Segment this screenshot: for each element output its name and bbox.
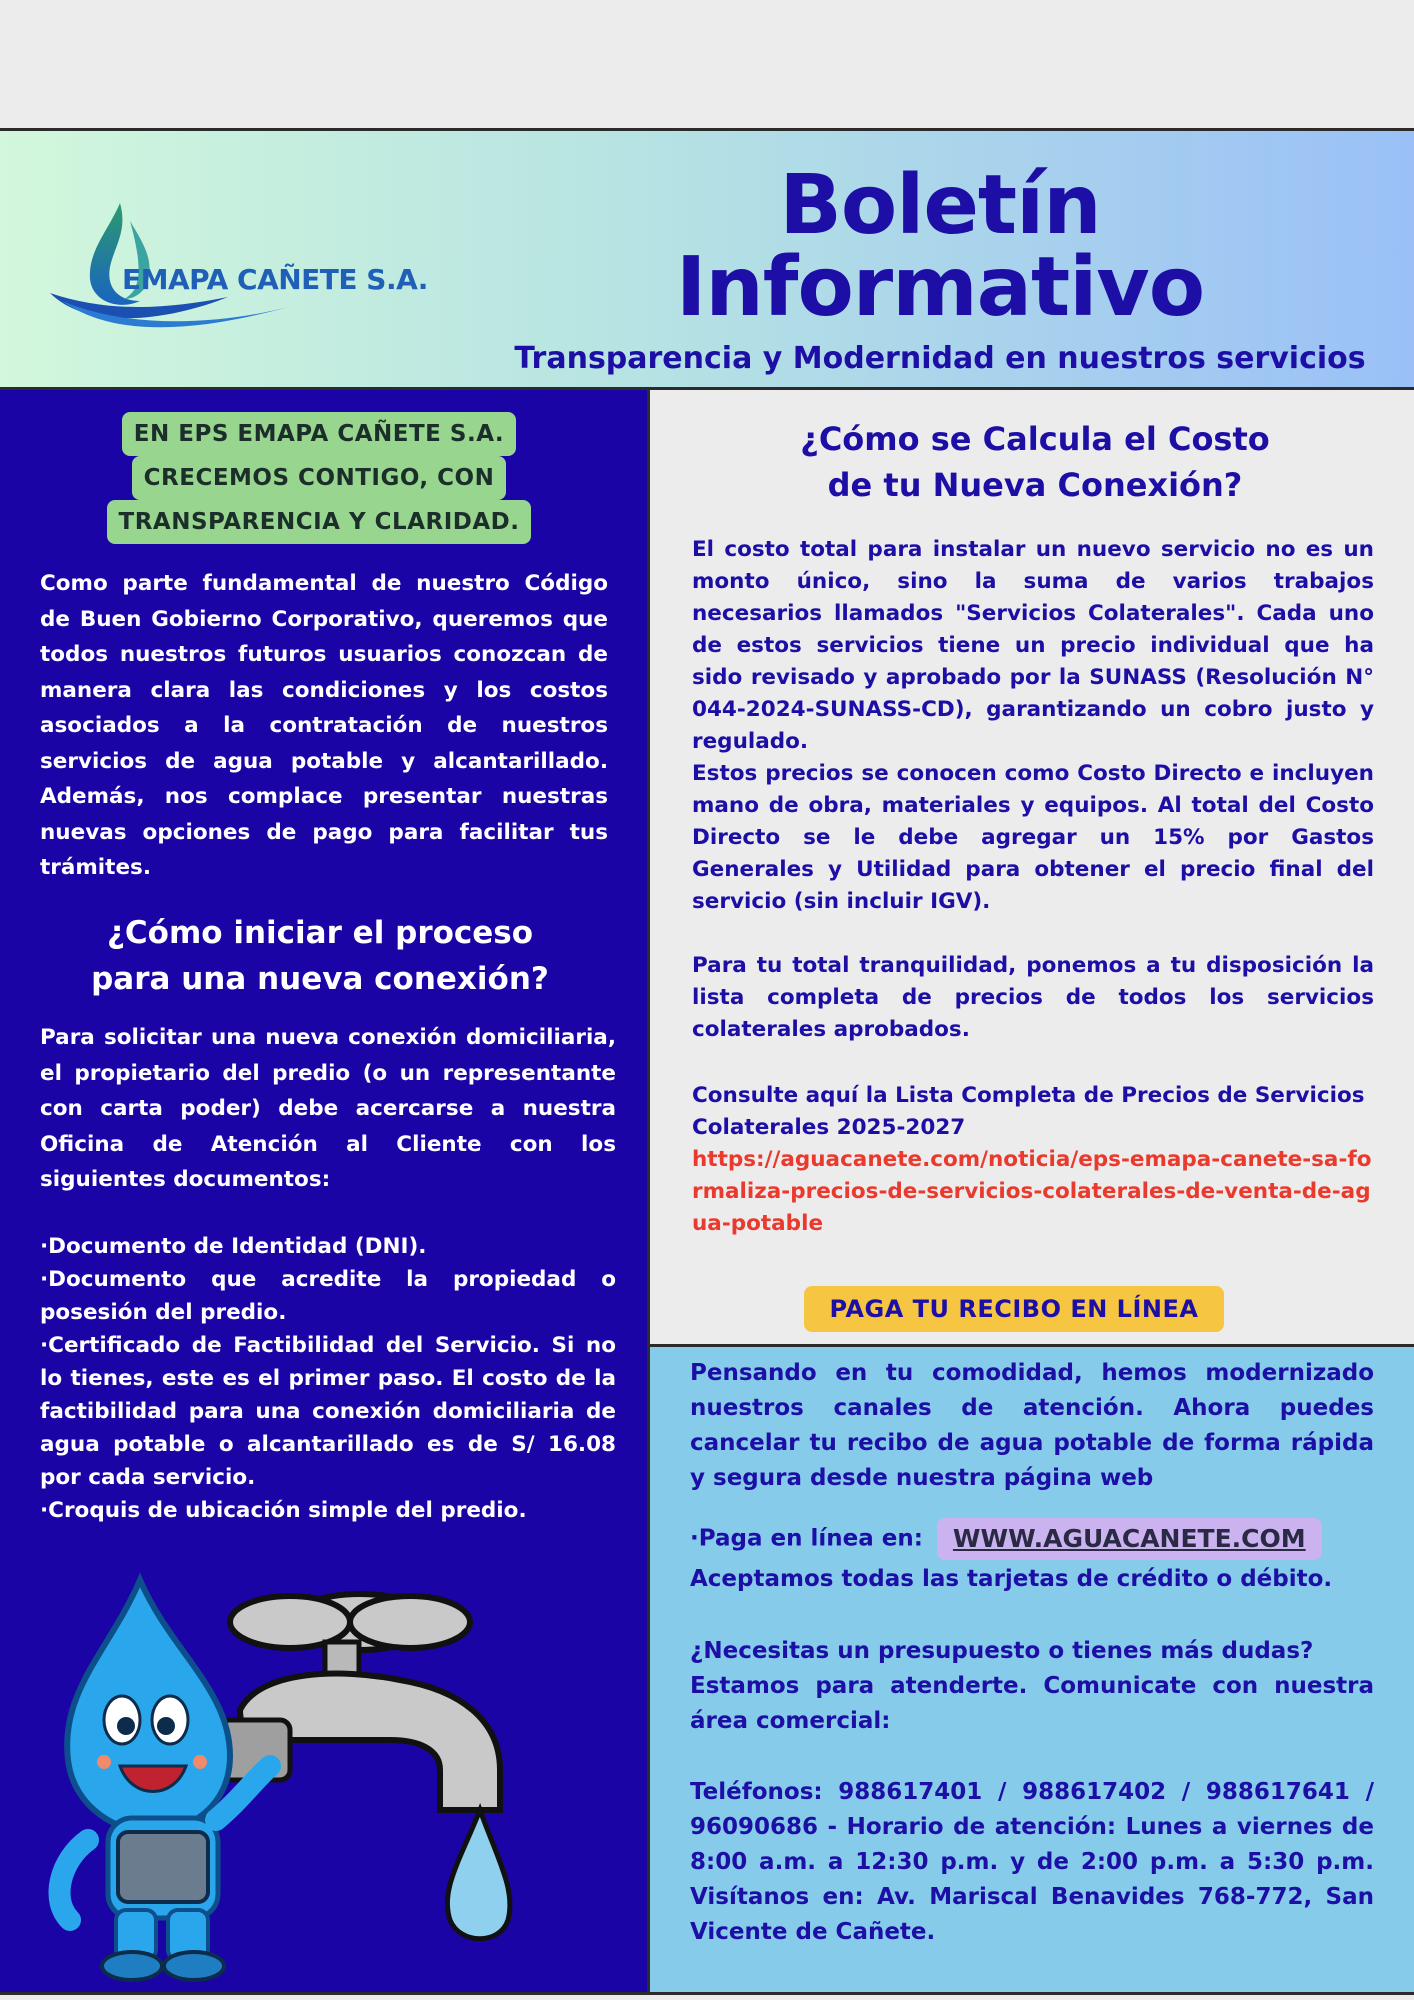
- list-item: ·Documento de Identidad (DNI).: [40, 1234, 427, 1259]
- list-item: ·Croquis de ubicación simple del predio.: [40, 1498, 527, 1523]
- cost-paragraph-1: El costo total para instalar un nuevo servicio no es un monto único, sino la suma de varios trabajos necesarios llamados "Servicios Colaterales". Cada uno de estos servicios tiene un precio individual que ha sido revisado y aprobado por la SUNASS (Resolución N° 044-2024-SUNASS-CD), garantizando un cobro justo y regulado.: [692, 537, 1374, 754]
- price-list-link[interactable]: https://aguacanete.com/noticia/eps-emapa-canete-sa-formaliza-precios-de-servicios-colaterales-de-venta-de-agua-potable: [692, 1147, 1372, 1236]
- website-link[interactable]: WWW.AGUACANETE.COM: [937, 1518, 1322, 1560]
- pay-online-line: ·Paga en línea en: WWW.AGUACANETE.COM: [690, 1518, 1374, 1560]
- bulletin-title: Boletín Informativo: [675, 158, 1205, 335]
- left-column: [0, 390, 650, 1994]
- requirements-list: [40, 1230, 616, 1527]
- cost-heading: ¿Cómo se Calcula el Costo de tu Nueva Conexión?: [800, 420, 1270, 504]
- bulletin-subtitle: Transparencia y Modernidad en nuestros servicios: [514, 341, 1366, 376]
- water-drop-mascot-icon: [40, 1570, 600, 1990]
- contact-info: Teléfonos: 988617401 / 988617402 / 988617641 / 96090686 - Horario de atención: Lunes a viernes de 8:00 a.m. a 12:30 p.m. y de 2:00 p.m. a 5:30 p.m. Visítanos en: Av. Mariscal Benavides 768-772, San Vicente de Cañete.: [690, 1779, 1374, 1945]
- cards-accepted: Aceptamos todas las tarjetas de crédito o débito.: [690, 1566, 1333, 1592]
- logo-text: EMAPA CAÑETE S.A.: [122, 263, 428, 296]
- commercial-area-line: Estamos para atenderte. Comunicate con nuestra área comercial:: [690, 1673, 1374, 1734]
- intro-paragraph: Como parte fundamental de nuestro Código de Buen Gobierno Corporativo, queremos que todos nuestros futuros usuarios conozcan de manera clara las condiciones y los costos asociados a la contratación de nuestros servicios de agua potable y alcantarillado. Además, nos complace presentar nuestras nuevas opciones de pago para facilitar tus trámites.: [40, 571, 608, 880]
- question-line: ¿Necesitas un presupuesto o tienes más dudas?: [690, 1638, 1314, 1664]
- transparency-banner: EN EPS EMAPA CAÑETE S.A. CRECEMOS CONTIGO, CON TRANSPARENCIA Y CLARIDAD.: [88, 412, 550, 544]
- list-item: ·Documento que acredite la propiedad o posesión del predio.: [40, 1267, 616, 1325]
- process-paragraph: Para solicitar una nueva conexión domiciliaria, el propietario del predio (o un representante con carta poder) debe acercarse a nuestra Oficina de Atención al Cliente con los siguientes documentos:: [40, 1025, 616, 1192]
- list-item: ·Certificado de Factibilidad del Servicio. Si no lo tienes, este es el primer paso. El costo de la factibilidad para una conexión domiciliaria de agua potable o alcantarillado es de S/ 16.08 por cada servicio.: [40, 1333, 616, 1490]
- cost-paragraph-3: Para tu total tranquilidad, ponemos a tu disposición la lista completa de precios de todos los servicios colaterales aprobados.: [692, 953, 1374, 1042]
- pay-online-button[interactable]: PAGA TU RECIBO EN LÍNEA: [804, 1286, 1224, 1332]
- process-heading: ¿Cómo iniciar el proceso para una nueva conexión?: [91, 915, 549, 997]
- price-list-caption: Consulte aquí la Lista Completa de Precios de Servicios Colaterales 2025-2027: [692, 1083, 1365, 1140]
- payment-paragraph: Pensando en tu comodidad, hemos modernizado nuestros canales de atención. Ahora puedes cancelar tu recibo de agua potable de forma rápida y segura desde nuestra página web: [690, 1360, 1374, 1491]
- cost-paragraph-2: Estos precios se conocen como Costo Directo e incluyen mano de obra, materiales y equipos. Al total del Costo Directo se le debe agregar un 15% por Gastos Generales y Utilidad para obtener el precio final del servicio (sin incluir IGV).: [692, 761, 1374, 914]
- header-banner: [0, 128, 1414, 390]
- bottom-divider: [0, 1992, 1414, 1995]
- top-margin: [0, 0, 1414, 128]
